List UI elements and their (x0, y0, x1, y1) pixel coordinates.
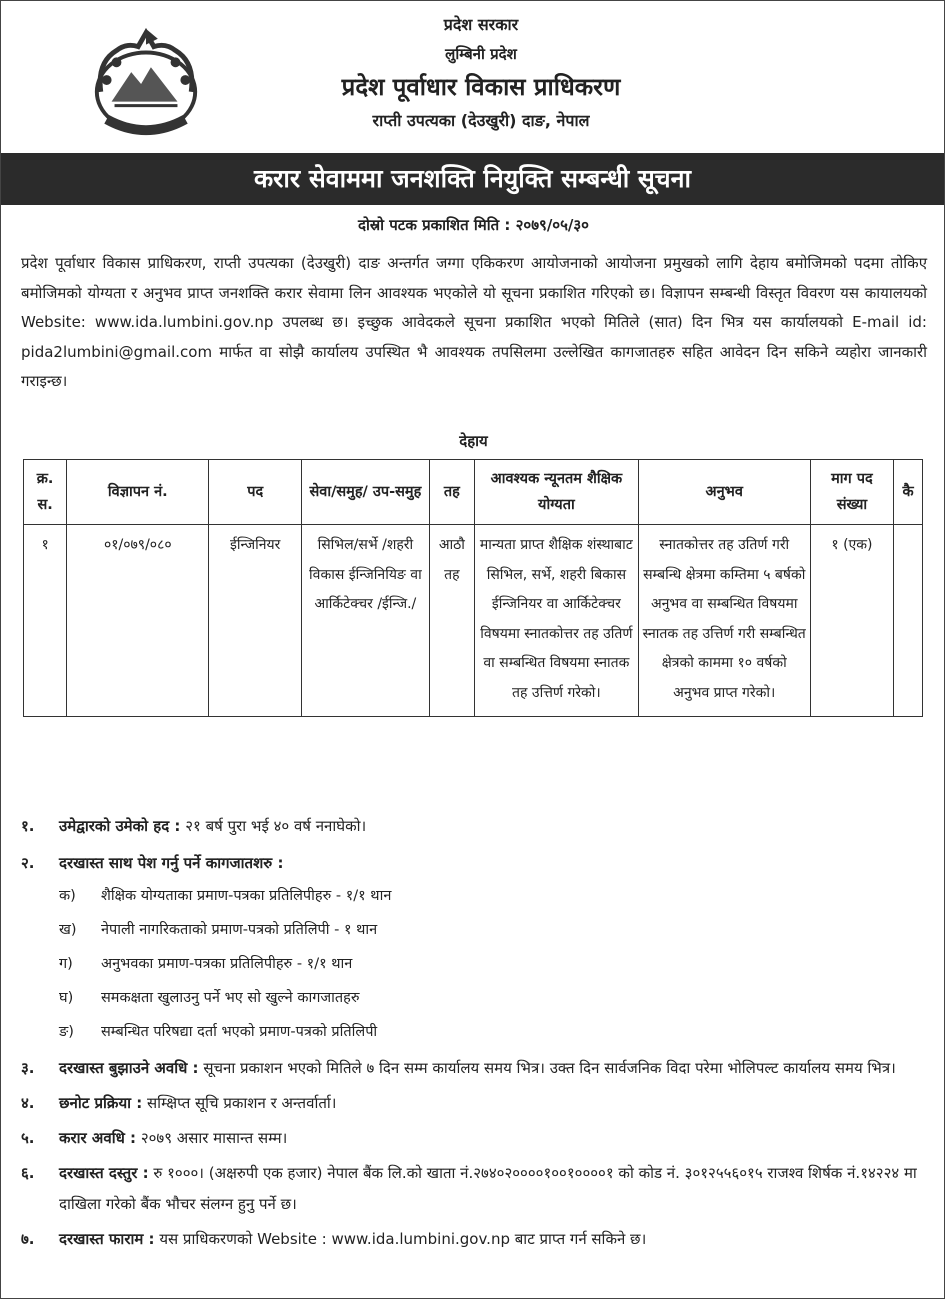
condition-selection-process (21, 1088, 931, 1119)
cell-level: आठौ तह (429, 525, 474, 717)
condition-number: ३. (21, 1059, 35, 1077)
condition-text: २१ बर्ष पुरा भई ४० वर्ष ननाघेको। (185, 817, 367, 835)
item-text: नेपाली नागरिकताको प्रमाण-पत्रको प्रतिलिपी - १ थान (101, 922, 378, 938)
publish-date: दोस्रो पटक प्रकाशित मिति : २०७९/०५/३० (358, 216, 589, 234)
condition-contract-period (21, 1123, 931, 1154)
condition-text: यस प्राधिकरणको Website : www.ida.lumbini.gov.np बाट प्राप्त गर्न सकिने छ। (159, 1230, 647, 1248)
col-header-post: पद (209, 460, 302, 525)
item-letter: ङ) (59, 1024, 74, 1040)
list-item (21, 913, 931, 947)
cell-sn: १ (24, 525, 67, 717)
condition-number: ५. (21, 1129, 35, 1147)
item-text: समकक्षता खुलाउनु पर्ने भए सो खुल्ने कागजातहरु (101, 990, 360, 1006)
item-letter: क) (59, 888, 76, 904)
condition-application-fee (21, 1158, 931, 1220)
govt-line: प्रदेश सरकार (443, 15, 519, 34)
condition-text: २०७९ असार मासान्त सम्म। (140, 1129, 288, 1147)
header (1, 1, 944, 151)
cell-qualification: मान्यता प्राप्त शैक्षिक शंस्थाबाट सिभिल, सर्भे, शहरी बिकास ईन्जिनियर वा आर्किटेक्चर विषयमा स्नातकोत्तर तह उतिर्ण वा सम्बन्धित विषयमा स्नातक तह उत्तिर्ण गरेको। (475, 525, 639, 717)
item-letter: घ) (59, 990, 74, 1006)
table-caption: देहाय (459, 432, 488, 450)
location-line: राप्ती उपत्यका (देउखुरी) दाङ, नेपाल (372, 111, 590, 130)
authority-title: प्रदेश पूर्वाधार विकास प्राधिकरण (341, 73, 621, 101)
col-header-qualification: आवश्यक न्यूनतम शैक्षिक योग्यता (475, 460, 639, 525)
condition-number: ६. (21, 1164, 35, 1182)
col-header-sn: क्र. स. (24, 460, 67, 525)
notice-banner: करार सेवाममा जनशक्ति नियुक्ति सम्बन्धी सूचना (1, 153, 944, 205)
table-row (24, 525, 923, 717)
condition-label: दरखास्त फाराम : (59, 1230, 155, 1248)
intro-paragraph: प्रदेश पूर्वाधार विकास प्राधिकरण, राप्ती उपत्यका (देउखुरी) दाङ अन्तर्गत जग्गा एकिकरण आयोजनाको आयोजना प्रमुखको लागि देहाय बमोजिमको पदमा तोकिए बमोजिमको योग्यता र अनुभव प्राप्त जनशक्ति करार सेवामा लिन आवश्यक भएकोले यो सूचना प्रकाशित गरिएको छ। विज्ञापन सम्बन्धी विस्तृत विवरण यस कायालयको Website: www.ida.lumbini.gov.np उपलब्ध छ। इच्छुक आवेदकले सूचना प्रकाशित भएको मितिले (सात) दिन भित्र यस कार्यालयको E-mail id: pida2lumbini@gmail.com मार्फत वा सोझै कार्यालय उपस्थित भै आवश्यक तपसिलमा उल्लेखित कागजातहरु सहित आवेदन दिन सकिने व्यहोरा जानकारी गराइन्छ। (21, 254, 927, 390)
cell-post: ईन्जिनियर (209, 525, 302, 717)
condition-application-form (21, 1224, 931, 1255)
condition-age (21, 811, 931, 842)
item-text: शैक्षिक योग्यताका प्रमाण-पत्रका प्रतिलिपीहरु - १/१ थान (101, 888, 392, 904)
vacancy-table (23, 459, 923, 717)
condition-text: सम्क्षिप्त सूचि प्रकाशन र अन्तर्वार्ता। (147, 1094, 337, 1112)
col-header-remarks: कै (894, 460, 923, 525)
condition-label: दरखास्त दस्तुर : (59, 1164, 149, 1182)
condition-number: ७. (21, 1230, 35, 1248)
cell-ad-no: ०१/०७९/०८० (67, 525, 209, 717)
col-header-level: तह (429, 460, 474, 525)
condition-text: रु १०००। (अक्षरुपी एक हजार) नेपाल बैंक लि.को खाता नं.२७४०२००००१००१००००१ को कोड नं. ३०१२५५६०१५ राजश्व शिर्षक नं.१४२२४ मा दाखिला गरेको बैंक भौचर संलग्न हुनु पर्ने छ। (59, 1164, 917, 1213)
list-item (21, 981, 931, 1015)
condition-number: ४. (21, 1094, 35, 1112)
cell-remarks (894, 525, 923, 717)
condition-label: दरखास्त साथ पेश गर्नु पर्ने कागजातशरु : (59, 854, 284, 872)
condition-label: उमेद्वारको उमेको हद : (59, 817, 181, 835)
item-text: अनुभवका प्रमाण-पत्रका प्रतिलिपीहरु - १/१ थान (101, 956, 353, 972)
cell-experience: स्नातकोत्तर तह उतिर्ण गरी सम्बन्धि क्षेत्रमा कम्तिमा ५ बर्षको अनुभव वा सम्बन्धित विषयमा स्नातक तह उत्तिर्ण गरी सम्बन्धित क्षेत्रको काममा १० वर्षको अनुभव प्राप्त गरेको। (638, 525, 810, 717)
col-header-service: सेवा/समुह/ उप-समुह (302, 460, 430, 525)
conditions-list (21, 811, 931, 1255)
col-header-ad-no: विज्ञापन नं. (67, 460, 209, 525)
item-text: सम्बन्धित परिषद्या दर्ता भएको प्रमाण-पत्रको प्रतिलिपी (101, 1024, 378, 1040)
table-header-row (24, 460, 923, 525)
list-item (21, 879, 931, 913)
condition-documents (21, 848, 931, 879)
condition-text: सूचना प्रकाशन भएको मितिले ७ दिन सम्म कार्यालय समय भित्र। उक्त दिन सार्वजनिक विदा परेमा भोलिपल्ट कार्यालय समय भित्र। (203, 1059, 896, 1077)
col-header-vacancy-count: माग पद संख्या (810, 460, 893, 525)
condition-label: दरखास्त बुझाउने अवधि : (59, 1059, 199, 1077)
condition-label: करार अवधि : (59, 1129, 137, 1147)
condition-submission-period (21, 1053, 931, 1084)
item-letter: ख) (59, 922, 77, 938)
province-line: लुम्बिनी प्रदेश (445, 45, 517, 63)
list-item (21, 1015, 931, 1049)
item-letter: ग) (59, 956, 73, 972)
condition-number: २. (21, 854, 35, 872)
condition-number: १. (21, 817, 35, 835)
condition-label: छनोट प्रक्रिया : (59, 1094, 143, 1112)
col-header-experience: अनुभव (638, 460, 810, 525)
list-item (21, 947, 931, 981)
cell-service: सिभिल/सर्भे /शहरी विकास ईन्जिनियिङ वा आर्किटेक्चर /ईन्जि./ (302, 525, 430, 717)
cell-vacancy-count: १ (एक) (810, 525, 893, 717)
